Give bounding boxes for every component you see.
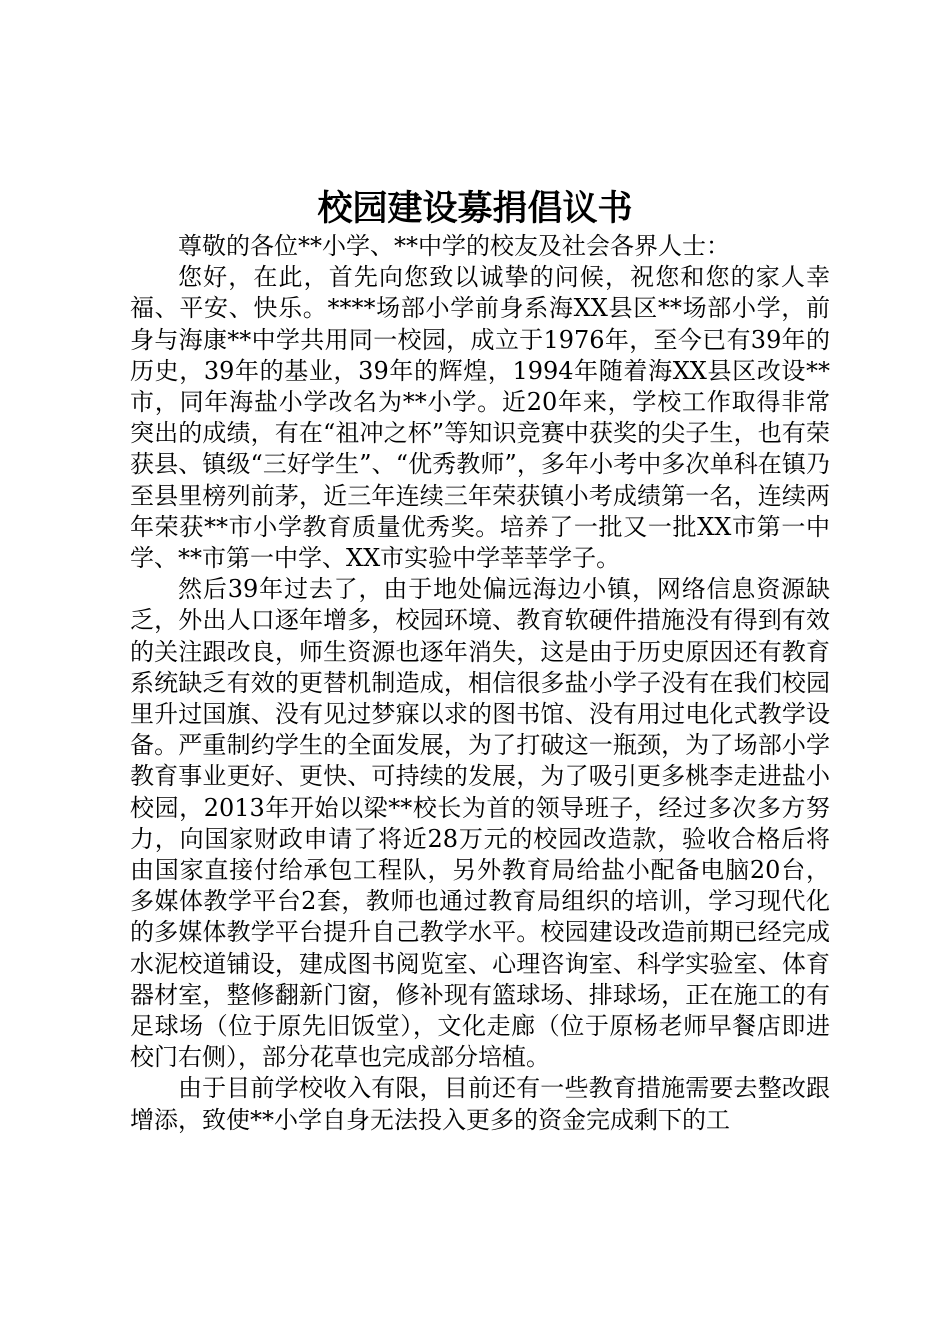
paragraph-funding-need: 由于目前学校收入有限，目前还有一些教育措施需要去整改跟增添，致使**小学自身无法投入更多的资金完成剩下的工 xyxy=(130,1074,830,1134)
document-body xyxy=(130,231,830,1136)
paragraph-greeting-history: 您好，在此，首先向您致以诚挚的问候，祝您和您的家人幸福、平安、快乐。****场部小学前身系海XX县区**场部小学，前身与海康**中学共用同一校园，成立于1976年，至今已有39年的历史，39年的基业，39年的辉煌，1994年随着海XX县区改设**市，同年海盐小学改名为**小学。近20年来，学校工作取得非常突出的成绩，有在“祖冲之杯”等知识竞赛中获奖的尖子生，也有荣获县、镇级“三好学生”、“优秀教师”，多年小考中多次单科在镇乃至县里榜列前茅，近三年连续三年荣获镇小考成绩第一名，连续两年荣获**市小学教育质量优秀奖。培养了一批又一批XX市第一中学、**市第一中学、XX市实验中学莘莘学子。 xyxy=(130,263,830,573)
document-title: 校园建设募捐倡议书 xyxy=(317,188,633,229)
paragraph-renovation: 然后39年过去了，由于地处偏远海边小镇，网络信息资源缺乏，外出人口逐年增多，校园环境、教育软硬件措施没有得到有效的关注跟改良，师生资源也逐年消失，这是由于历史原因还有教育系统缺乏有效的更替机制造成，相信很多盐小学子没有在我们校园里升过国旗、没有见过梦寐以求的图书馆、没有用过电化式教学设备。严重制约学生的全面发展，为了打破这一瓶颈，为了场部小学教育事业更好、更快、可持续的发展，为了吸引更多桃李走进盐小校园，2013年开始以梁**校长为首的领导班子，经过多次多方努力，向国家财政申请了将近28万元的校园改造款，验收合格后将由国家直接付给承包工程队，另外教育局给盐小配备电脑20台，多媒体教学平台2套，教师也通过教育局组织的培训，学习现代化的多媒体教学平台提升自己教学水平。校园建设改造前期已经完成水泥校道铺设，建成图书阅览室、心理咨询室、科学实验室、体育器材室，整修翻新门窗，修补现有篮球场、排球场，正在施工的有足球场（位于原先旧饭堂），文化走廊（位于原杨老师早餐店即进校门右侧），部分花草也完成部分培植。 xyxy=(130,575,830,1072)
salutation: 尊敬的各位**小学、**中学的校友及社会各界人士： xyxy=(178,232,730,260)
